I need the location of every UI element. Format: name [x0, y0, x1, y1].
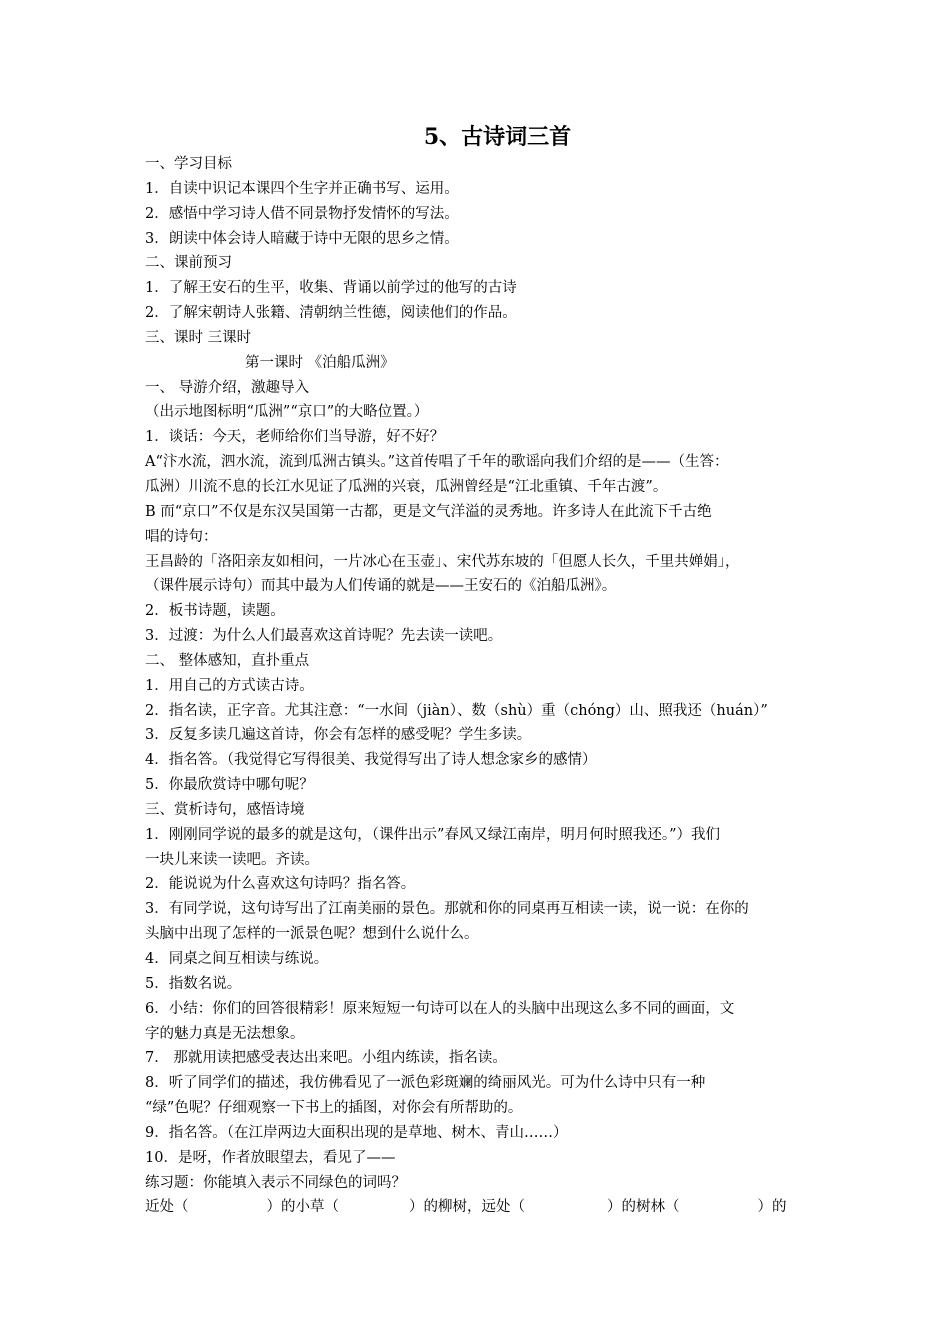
lesson-subheading: 第一课时 《泊船瓜洲》: [245, 354, 395, 371]
section-heading: 三、课时 三课时: [145, 329, 252, 346]
document-title: 5、古诗词三首: [423, 124, 572, 150]
text-line: 4．指名答。（我觉得它写得很美、我觉得写出了诗人想念家乡的感情）: [145, 752, 597, 769]
fill-text: ）的柳树，远处（: [409, 1199, 525, 1216]
fill-in-line: [145, 1195, 810, 1220]
fill-text: 近处（: [145, 1199, 189, 1216]
text-line: 1．用自己的方式读古诗。: [145, 677, 314, 694]
text-line: 2．感悟中学习诗人借不同景物抒发情怀的写法。: [145, 205, 459, 222]
text-line: 3．有同学说，这句诗写出了江南美丽的景色。那就和你的同桌再互相读一读，说一说：在你的: [145, 901, 749, 918]
text-line: “绿”色呢？仔细观察一下书上的插图，对你会有所帮助的。: [145, 1100, 523, 1117]
text-line: 一块儿来读一读吧。齐读。: [145, 851, 319, 868]
fill-text: ）的: [757, 1199, 787, 1216]
text-line: 字的魅力真是无法想象。: [145, 1025, 305, 1042]
text-line: （课件展示诗句）而其中最为人们传诵的就是——王安石的《泊船瓜洲》。: [145, 578, 617, 595]
text-line: 2．指名读，正字音。尤其注意：“一水间（jiàn）、数（shù）重（chóng）山、照我还（huán）”: [145, 702, 768, 719]
fill-text: ）的小草（: [266, 1199, 339, 1216]
text-line: 4．同桌之间互相读与练说。: [145, 951, 329, 967]
text-line: 8．听了同学们的描述，我仿佛看见了一派色彩斑斓的绮丽风光。可为什么诗中只有一种: [145, 1075, 706, 1092]
text-line: 1．了解王安石的生平，收集、背诵以前学过的他写的古诗: [145, 280, 517, 297]
text-line: 3．过渡：为什么人们最喜欢这首诗呢？先去读一读吧。: [145, 628, 503, 645]
text-line: 3．反复多读几遍这首诗，你会有怎样的感受呢？学生多读。: [145, 727, 532, 744]
text-line: B 而“京口”不仅是东汉吴国第一古都，更是文气洋溢的灵秀地。许多诗人在此流下千古绝: [145, 503, 712, 520]
document-page: [145, 122, 810, 1220]
text-line: 1．刚刚同学说的最多的就是这句，（课件出示”春风又绿江南岸，明月何时照我还。”）我们: [145, 826, 721, 843]
text-line: 瓜洲）川流不息的长江水见证了瓜洲的兴衰，瓜洲曾经是“江北重镇、千年古渡”。: [145, 478, 668, 495]
exercise-prompt: 练习题：你能填入表示不同绿色的词吗？: [145, 1174, 406, 1191]
text-line: （出示地图标明“瓜洲”“京口”的大略位置。）: [145, 404, 429, 421]
text-line: 5．你最欣赏诗中哪句呢？: [145, 777, 314, 794]
section-heading: 二、 整体感知，直扑重点: [145, 652, 310, 669]
fill-text: ）的树林（: [607, 1199, 680, 1216]
text-line: 7． 那就用读把感受表达出来吧。小组内练读，指名读。: [145, 1050, 507, 1067]
text-line: 王昌龄的「洛阳亲友如相问，一片冰心在玉壶」、宋代苏东坡的「但愿人长久，千里共婵娟」，: [145, 553, 740, 570]
text-line: 10．是呀，作者放眼望去，看见了——: [145, 1149, 396, 1166]
section-heading: 一、学习目标: [145, 156, 232, 172]
section-heading: 二、课前预习: [145, 255, 232, 272]
text-line: 1．谈话：今天，老师给你们当导游，好不好？: [145, 429, 445, 446]
text-line: 1．自读中识记本课四个生字并正确书写、运用。: [145, 180, 459, 197]
text-line: A“汴水流，泗水流，流到瓜洲古镇头。”这首传唱了千年的歌谣向我们介绍的是——（生答：: [145, 454, 729, 471]
text-line: 6．小结：你们的回答很精彩！原来短短一句诗可以在人的头脑中出现这么多不同的画面，文: [145, 1000, 735, 1017]
section-heading: 三、赏析诗句，感悟诗境: [145, 801, 305, 818]
text-line: 3．朗读中体会诗人暗藏于诗中无限的思乡之情。: [145, 230, 459, 247]
text-line: 唱的诗句：: [145, 528, 218, 545]
text-line: 头脑中出现了怎样的一派景色呢？想到什么说什么。: [145, 926, 479, 943]
text-line: 9．指名答。（在江岸两边大面积出现的是草地、树木、青山……）: [145, 1124, 568, 1141]
text-line: 2．了解宋朝诗人张籍、清朝纳兰性德，阅读他们的作品。: [145, 305, 517, 322]
text-line: 2．板书诗题，读题。: [145, 603, 285, 620]
text-line: 2．能说说为什么喜欢这句诗吗？指名答。: [145, 876, 416, 893]
section-heading: 一、 导游介绍，激趣导入: [145, 379, 310, 396]
text-line: 5．指数名说。: [145, 975, 242, 992]
